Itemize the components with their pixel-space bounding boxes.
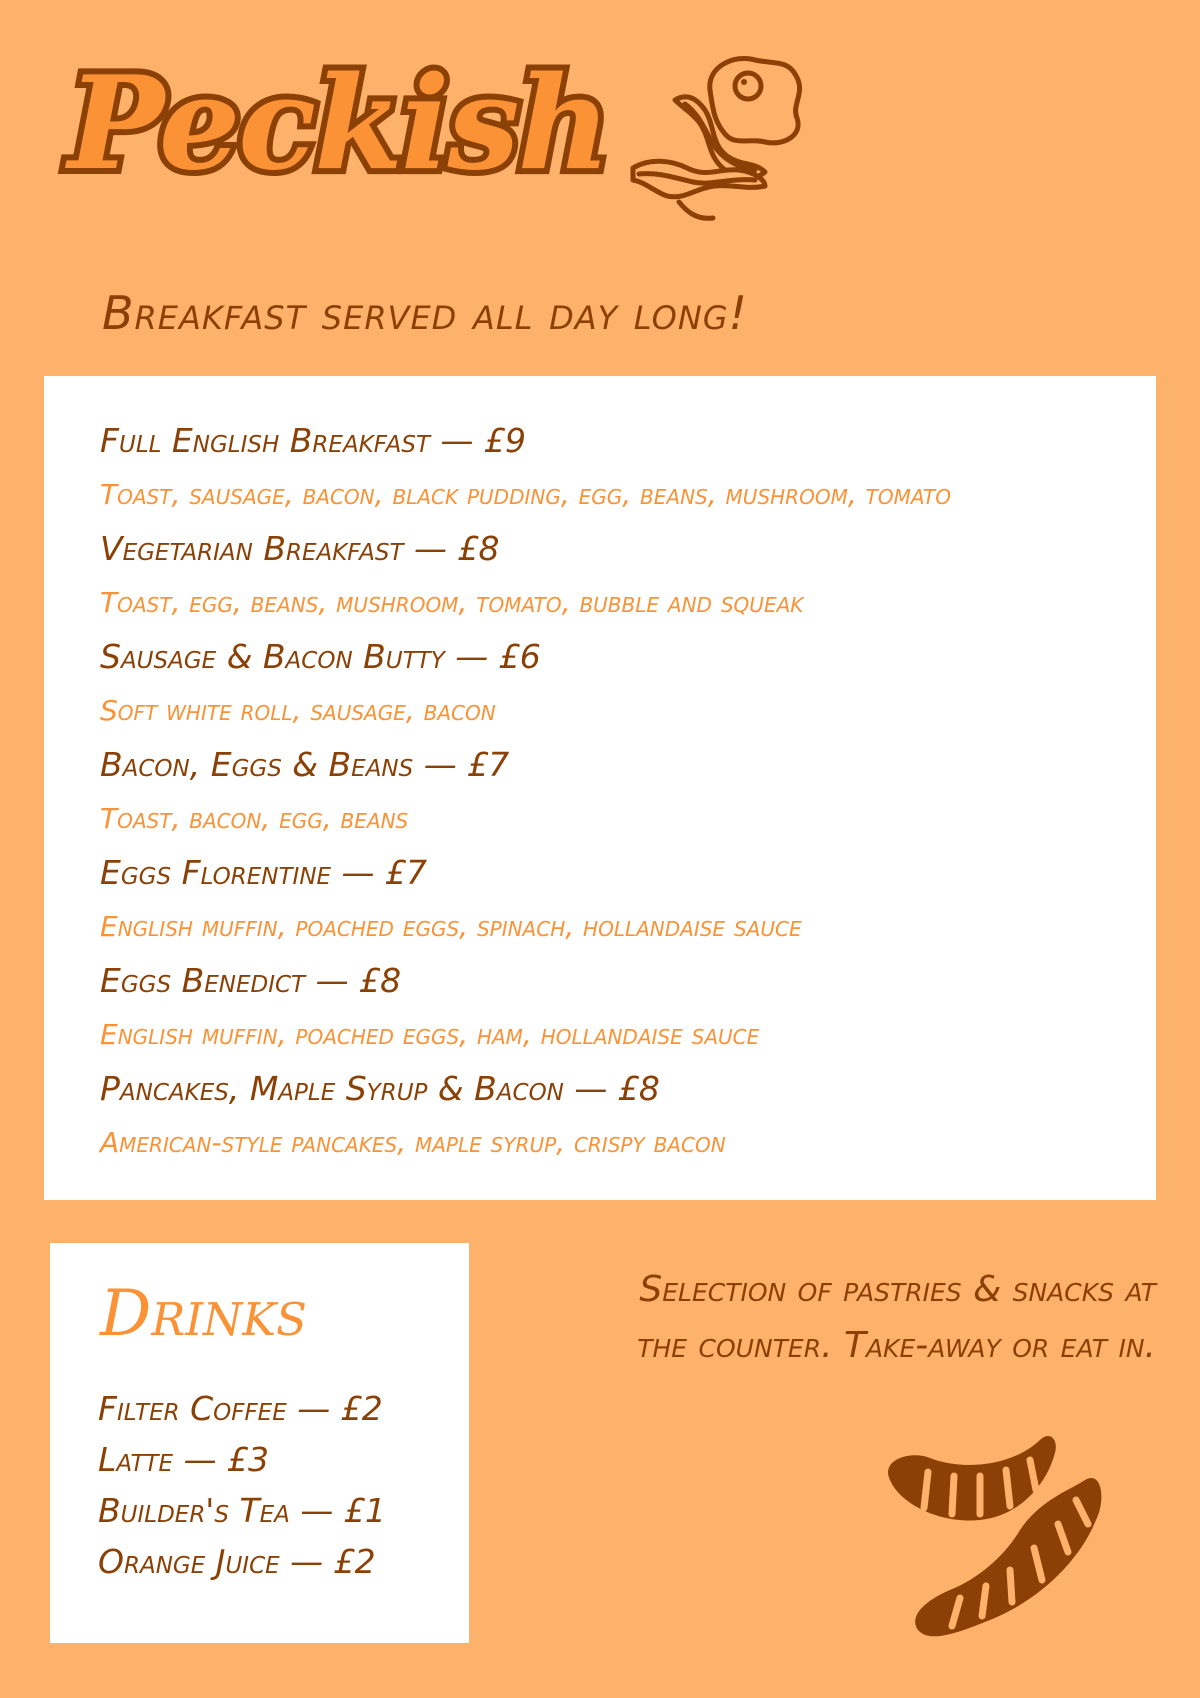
menu-item [100, 954, 1126, 1062]
menu-item [100, 630, 1126, 738]
pastries-note-line: the counter. Take-away or eat in. [637, 1325, 1156, 1366]
drink-item: Latte — £3 [98, 1440, 270, 1479]
menu-item-name: Eggs Florentine — £7 [100, 853, 428, 892]
tagline: Breakfast served all day long! [102, 286, 749, 340]
drinks-list [98, 1383, 386, 1587]
menu-item [100, 738, 1126, 846]
breakfast-menu-list [100, 414, 1126, 1170]
menu-item-name: Pancakes, Maple Syrup & Bacon — £8 [100, 1069, 660, 1108]
menu-item-description: English muffin, poached eggs, spinach, hollandaise sauce [100, 910, 802, 943]
drink-item: Orange Juice — £2 [98, 1542, 376, 1581]
menu-item [100, 522, 1126, 630]
drink-item: Filter Coffee — £2 [98, 1389, 383, 1428]
menu-item-name: Vegetarian Breakfast — £8 [100, 529, 500, 568]
menu-item [100, 846, 1126, 954]
menu-item-name: Bacon, Eggs & Beans — £7 [100, 745, 510, 784]
drink-item: Builder's Tea — £1 [98, 1491, 386, 1530]
croissant-icon [870, 1420, 1120, 1650]
fried-egg-icon [710, 58, 800, 142]
menu-item-name: Full English Breakfast — £9 [100, 421, 526, 460]
menu-item-description: Soft white roll, sausage, bacon [100, 694, 496, 727]
menu-item-description: English muffin, poached eggs, ham, hollandaise sauce [100, 1018, 760, 1051]
bacon-icon [633, 97, 765, 218]
menu-item-description: American-style pancakes, maple syrup, crispy bacon [100, 1126, 726, 1159]
drinks-card [50, 1243, 469, 1643]
menu-item [100, 1062, 1126, 1170]
menu-item-description: Toast, bacon, egg, beans [100, 802, 409, 835]
menu-item [100, 414, 1126, 522]
brand-name: Peckish [68, 49, 609, 199]
menu-item-description: Toast, sausage, bacon, black pudding, egg, beans, mushroom, tomato [100, 478, 952, 511]
logo [60, 49, 800, 252]
menu-item-name: Sausage & Bacon Butty — £6 [100, 637, 541, 676]
pastries-note-line: Selection of pastries & snacks at [639, 1269, 1156, 1310]
drinks-title: Drinks [100, 1277, 307, 1351]
menu-item-description: Toast, egg, beans, mushroom, tomato, bubble and squeak [100, 586, 804, 619]
logo-icons [615, 52, 855, 232]
pastries-note [516, 1262, 1156, 1374]
breakfast-menu-card [44, 376, 1156, 1200]
menu-item-name: Eggs Benedict — £8 [100, 961, 402, 1000]
